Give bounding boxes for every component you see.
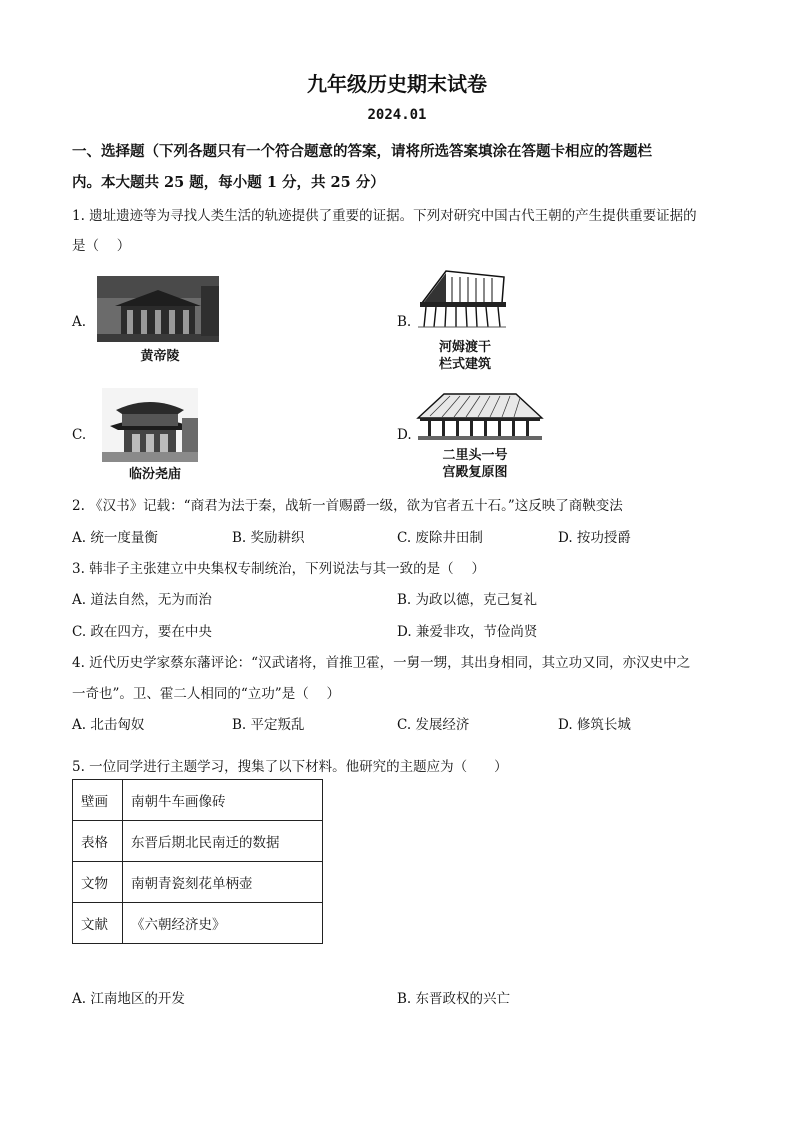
q1-option-d-caption-line2: 宫殿复原图: [442, 465, 508, 480]
q2-option-c: C. 废除井田制: [397, 530, 483, 546]
q1-option-d-image: [416, 390, 544, 442]
q5-option-b: B. 东晋政权的兴亡: [397, 991, 511, 1007]
q2-stem: 2. 《汉书》记载：“商君为法于秦，战斩一首赐爵一级，欲为官者五十石。”这反映了商鞅变法: [72, 498, 623, 514]
table-cell-item: 《六朝经济史》: [123, 903, 323, 944]
q2-option-d: D. 按功授爵: [558, 530, 631, 546]
q3-option-a: A. 道法自然，无为而治: [72, 592, 212, 608]
exam-date: 2024.01: [367, 107, 427, 123]
q4-option-d: D. 修筑长城: [558, 717, 631, 733]
section-heading-line2: 内。本大题共 25 题，每小题 1 分，共 25 分）: [72, 174, 385, 191]
q5-stem: 5. 一位同学进行主题学习，搜集了以下材料。他研究的主题应为（ ）: [72, 759, 508, 775]
q1-option-b-letter: B.: [397, 314, 412, 330]
exam-title: 九年级历史期末试卷: [307, 72, 487, 96]
q1-stem-line2: 是（ ）: [72, 238, 131, 254]
q3-stem: 3. 韩非子主张建立中央集权专制统治，下列说法与其一致的是（ ）: [72, 561, 485, 577]
q4-option-c: C. 发展经济: [397, 717, 470, 733]
q1-option-a-image: [97, 276, 219, 342]
table-cell-type: 壁画: [73, 780, 123, 821]
section-heading-line1: 一、选择题（下列各题只有一个符合题意的答案，请将所选答案填涂在答题卡相应的答题栏: [72, 143, 652, 160]
q4-option-b: B. 平定叛乱: [232, 717, 305, 733]
q2-option-b: B. 奖励耕织: [232, 530, 305, 546]
q2-option-a: A. 统一度量衡: [72, 530, 158, 546]
q4-stem-line1: 4. 近代历史学家蔡东藩评论：“汉武诸将，首推卫霍，一舅一甥，其出身相同，其立功又同，亦汉史中之: [72, 655, 691, 671]
table-cell-item: 东晋后期北民南迁的数据: [123, 821, 323, 862]
table-cell-item: 南朝青瓷刻花单柄壶: [123, 862, 323, 903]
q3-option-c: C. 政在四方，要在中央: [72, 624, 212, 640]
table-cell-type: 表格: [73, 821, 123, 862]
q1-option-d-letter: D.: [397, 427, 412, 443]
table-cell-type: 文献: [73, 903, 123, 944]
q4-stem-line2: 一奇也”。卫、霍二人相同的“立功”是（ ）: [72, 686, 340, 702]
q1-option-c-caption: 临汾尧庙: [128, 467, 181, 482]
q3-option-d: D. 兼爱非攻，节俭尚贤: [397, 624, 538, 640]
q3-option-b: B. 为政以德，克己复礼: [397, 592, 538, 608]
q5-option-a: A. 江南地区的开发: [72, 991, 185, 1007]
table-cell-type: 文物: [73, 862, 123, 903]
table-row: [73, 780, 323, 821]
table-row: [73, 821, 323, 862]
q1-option-c-image: [102, 388, 198, 462]
q1-option-b-caption-line2: 栏式建筑: [438, 357, 491, 372]
table-row: [73, 903, 323, 944]
q1-option-a-caption: 黄帝陵: [140, 349, 180, 364]
q1-option-b-image: [416, 269, 508, 331]
q1-option-c-letter: C.: [72, 427, 87, 443]
q4-option-a: A. 北击匈奴: [72, 717, 145, 733]
q5-material-table: [72, 779, 323, 944]
q1-option-d-caption-line1: 二里头一号: [442, 448, 508, 463]
table-cell-item: 南朝牛车画像砖: [123, 780, 323, 821]
table-row: [73, 862, 323, 903]
q1-option-b-caption-line1: 河姆渡干: [438, 340, 491, 355]
q1-option-a-letter: A.: [72, 314, 87, 330]
q1-stem-line1: 1. 遗址遗迹等为寻找人类生活的轨迹提供了重要的证据。下列对研究中国古代王朝的产生提供重要证据的: [72, 208, 697, 224]
